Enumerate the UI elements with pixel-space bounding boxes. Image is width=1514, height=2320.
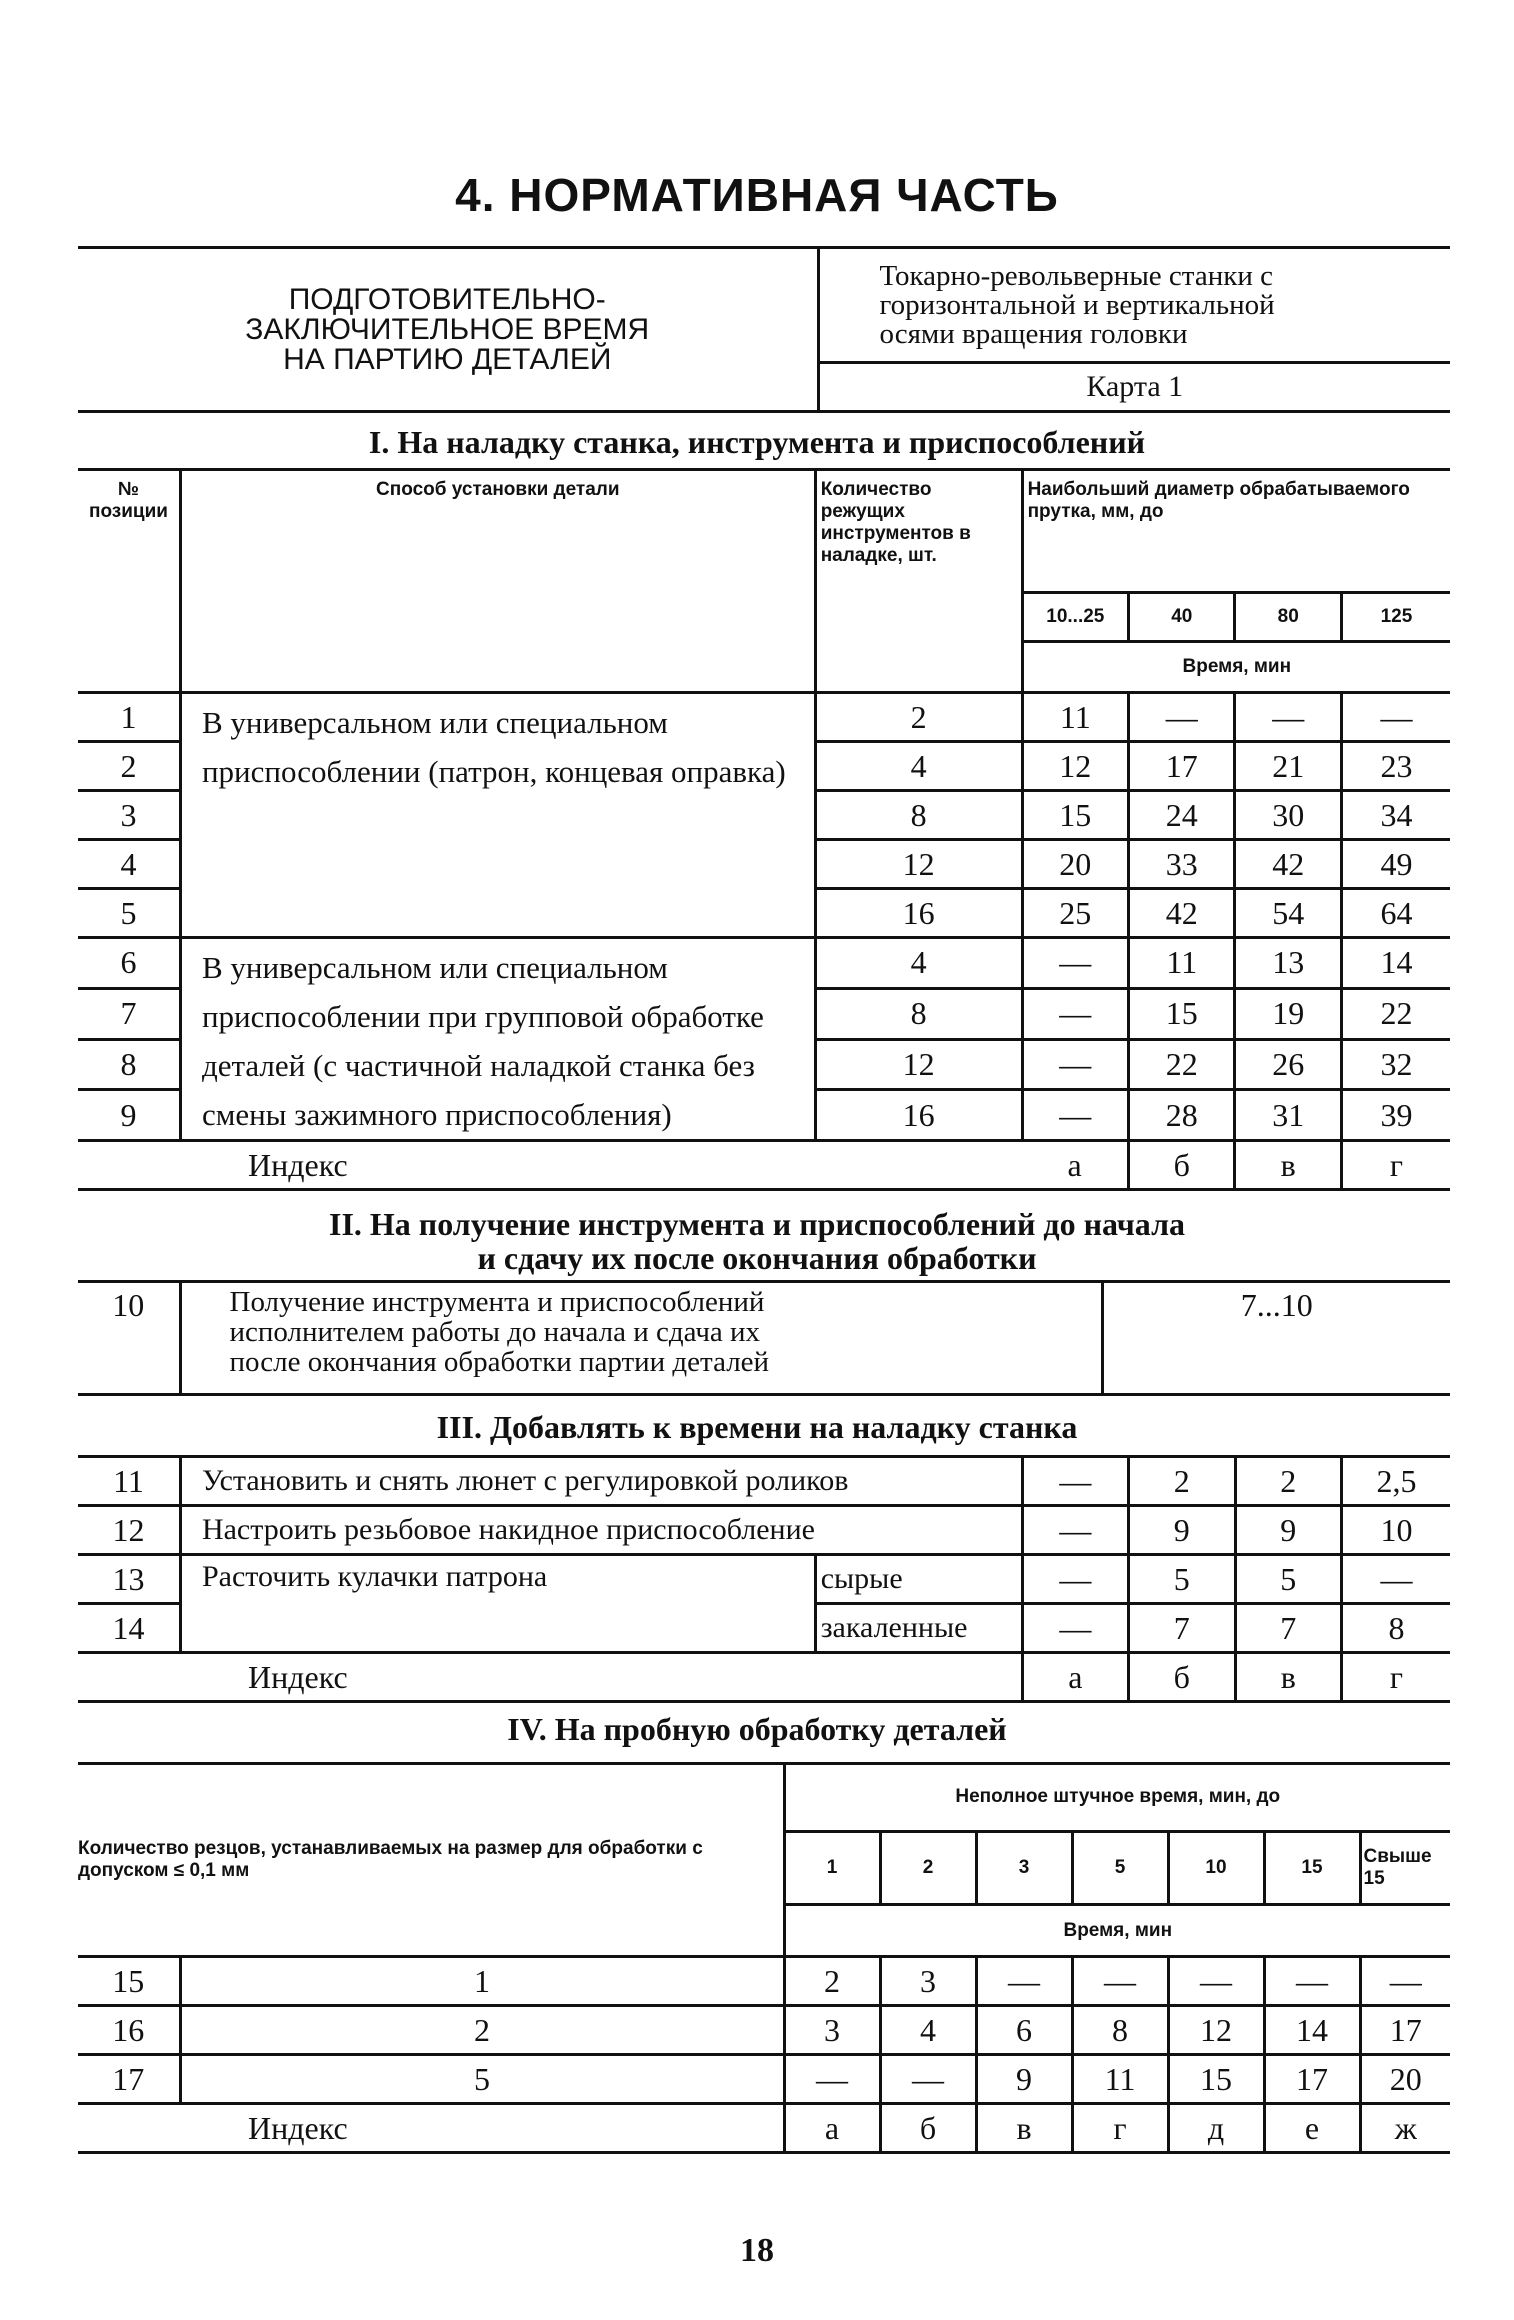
index-value: а	[784, 2104, 880, 2153]
index-value: а	[1022, 1653, 1128, 1702]
time-value: 15	[1129, 988, 1235, 1039]
operation-sub: сырые	[815, 1555, 1022, 1604]
time-value: —	[1022, 1457, 1128, 1506]
time-value: 54	[1235, 889, 1341, 938]
time-label: Время, мин	[1022, 642, 1450, 693]
tools-count: 4	[815, 938, 1022, 989]
time-value: 14	[1264, 2006, 1360, 2055]
header-right-line: осями вращения головки	[879, 317, 1188, 350]
header-left-title	[78, 248, 818, 412]
index-value: а	[1022, 1141, 1128, 1190]
table-row	[78, 1282, 1450, 1395]
position-number: 13	[78, 1555, 180, 1604]
time-value: 2	[784, 1957, 880, 2006]
position-number: 11	[78, 1457, 180, 1506]
time-limit: 5	[1072, 1831, 1168, 1905]
section1-title: I. На наладку станка, инструмента и приспособлений	[368, 424, 1146, 460]
time-value: —	[1022, 938, 1128, 989]
time-value: 22	[1129, 1039, 1235, 1090]
index-row	[78, 1653, 1450, 1702]
table-row	[78, 1506, 1450, 1555]
time-value: 20	[1360, 2055, 1450, 2104]
time-value: —	[1022, 988, 1128, 1039]
method-group-2: В универсальном или специальном приспособлении при групповой обработке деталей (с частичной наладкой станка без смены зажимного приспособления)	[180, 938, 815, 1141]
index-value: в	[1235, 1653, 1341, 1702]
time-value: 25	[1022, 889, 1128, 938]
time-value: 15	[1022, 791, 1128, 840]
position-number: 8	[78, 1039, 180, 1090]
col-header-position: № позиции	[78, 470, 180, 693]
time-value: 2	[1235, 1457, 1341, 1506]
time-value: 19	[1235, 988, 1341, 1039]
time-value: 34	[1341, 791, 1450, 840]
time-value: 39	[1341, 1090, 1450, 1141]
col-header-time: Неполное штучное время, мин, до	[784, 1764, 1450, 1832]
operation-text: Установить и снять люнет с регулировкой роликов	[180, 1457, 1022, 1506]
header-right-title	[818, 248, 1450, 363]
position-number: 15	[78, 1957, 180, 2006]
time-limit: 1	[784, 1831, 880, 1905]
time-value: 12	[1168, 2006, 1264, 2055]
index-value: д	[1168, 2104, 1264, 2153]
section4-table	[78, 1762, 1450, 2154]
section4-title: IV. На пробную обработку деталей	[507, 1711, 1007, 1747]
position-number: 16	[78, 2006, 180, 2055]
cutters-count: 1	[180, 1957, 784, 2006]
index-label: Индекс	[78, 2104, 784, 2153]
table-row	[78, 2006, 1450, 2055]
position-number: 2	[78, 742, 180, 791]
position-number: 5	[78, 889, 180, 938]
section3-title: III. Добавлять к времени на наладку станка	[436, 1409, 1078, 1445]
index-row	[78, 2104, 1450, 2153]
time-value: 7	[1129, 1604, 1235, 1653]
time-value: 49	[1341, 840, 1450, 889]
time-value: 30	[1235, 791, 1341, 840]
time-value: —	[1360, 1957, 1450, 2006]
col-header-method: Способ установки детали	[180, 470, 815, 693]
time-limit: 2	[880, 1831, 976, 1905]
time-value: 3	[880, 1957, 976, 2006]
position-number: 14	[78, 1604, 180, 1653]
index-value: г	[1341, 1141, 1450, 1190]
time-value: 8	[1341, 1604, 1450, 1653]
time-value: 22	[1341, 988, 1450, 1039]
diameter-value: 125	[1341, 593, 1450, 642]
time-limit: 10	[1168, 1831, 1264, 1905]
time-value: 28	[1129, 1090, 1235, 1141]
table-row	[78, 693, 1450, 742]
section3-table	[78, 1455, 1450, 1703]
header-right-line: горизонтальной и вертикальной	[879, 288, 1275, 321]
index-value: е	[1264, 2104, 1360, 2153]
index-row	[78, 1141, 1450, 1190]
time-value: —	[1022, 1555, 1128, 1604]
position-number: 10	[78, 1282, 180, 1395]
time-value: 8	[1072, 2006, 1168, 2055]
time-value: 33	[1129, 840, 1235, 889]
time-value: —	[1022, 1039, 1128, 1090]
time-value: 2	[1129, 1457, 1235, 1506]
time-value: 31	[1235, 1090, 1341, 1141]
time-value: —	[784, 2055, 880, 2104]
index-value: ж	[1360, 2104, 1450, 2153]
position-number: 6	[78, 938, 180, 989]
operation-text: Расточить кулачки патрона	[180, 1555, 815, 1653]
col-header-cutters: Количество резцов, устанавливаемых на размер для обработки с допуском ≤ 0,1 мм	[78, 1764, 784, 1957]
operation-sub: закаленные	[815, 1604, 1022, 1653]
index-value: б	[1129, 1141, 1235, 1190]
time-value: 5	[1129, 1555, 1235, 1604]
tools-count: 12	[815, 840, 1022, 889]
time-value: 15	[1168, 2055, 1264, 2104]
time-label: Время, мин	[784, 1905, 1450, 1957]
time-value: 5	[1235, 1555, 1341, 1604]
time-value: 3	[784, 2006, 880, 2055]
time-value: 17	[1264, 2055, 1360, 2104]
operation-text: Настроить резьбовое накидное приспособление	[180, 1506, 1022, 1555]
time-value: 12	[1022, 742, 1128, 791]
table-row	[78, 1555, 1450, 1604]
index-value: в	[1235, 1141, 1341, 1190]
time-value: 42	[1235, 840, 1341, 889]
section2-value: 7...10	[1102, 1282, 1450, 1395]
position-number: 12	[78, 1506, 180, 1555]
time-value: —	[1264, 1957, 1360, 2006]
method-group-1: В универсальном или специальном приспособлении (патрон, концевая оправка)	[180, 693, 815, 938]
position-number: 3	[78, 791, 180, 840]
time-value: 11	[1072, 2055, 1168, 2104]
time-limit: 15	[1264, 1831, 1360, 1905]
diameter-value: 10...25	[1022, 593, 1128, 642]
time-value: —	[880, 2055, 976, 2104]
time-value: 21	[1235, 742, 1341, 791]
time-value: —	[1168, 1957, 1264, 2006]
index-value: г	[1341, 1653, 1450, 1702]
position-number: 9	[78, 1090, 180, 1141]
time-value: 9	[976, 2055, 1072, 2104]
tools-count: 8	[815, 988, 1022, 1039]
time-value: —	[1022, 1090, 1128, 1141]
time-value: —	[1235, 693, 1341, 742]
index-value: б	[880, 2104, 976, 2153]
index-value: в	[976, 2104, 1072, 2153]
section2-title-line: и сдачу их после окончания обработки	[477, 1240, 1037, 1276]
table-row	[78, 2055, 1450, 2104]
section1-table	[78, 468, 1450, 1191]
tools-count: 8	[815, 791, 1022, 840]
time-value: 10	[1341, 1506, 1450, 1555]
tools-count: 2	[815, 693, 1022, 742]
diameter-value: 80	[1235, 593, 1341, 642]
col-header-diameter: Наибольший диаметр обрабатываемого прутка, мм, до	[1022, 470, 1450, 593]
index-label: Индекс	[78, 1141, 1022, 1190]
index-value: г	[1072, 2104, 1168, 2153]
time-value: 26	[1235, 1039, 1341, 1090]
time-value: 64	[1341, 889, 1450, 938]
table-row	[78, 1957, 1450, 2006]
header-table	[78, 246, 1450, 413]
header-left-line: ЗАКЛЮЧИТЕЛЬНОЕ ВРЕМЯ	[245, 312, 650, 346]
position-number: 17	[78, 2055, 180, 2104]
cutters-count: 2	[180, 2006, 784, 2055]
col-header-tools: Количество режущих инструментов в наладке, шт.	[815, 470, 1022, 693]
diameter-value: 40	[1129, 593, 1235, 642]
table-row	[78, 938, 1450, 989]
section2-text: Получение инструмента и приспособлений исполнителем работы до начала и сдача их после окончания обработки партии деталей	[180, 1282, 1102, 1395]
time-value: —	[1022, 1506, 1128, 1555]
time-value: 2,5	[1341, 1457, 1450, 1506]
header-left-line: НА ПАРТИЮ ДЕТАЛЕЙ	[283, 342, 612, 376]
time-value: 20	[1022, 840, 1128, 889]
time-value: 7	[1235, 1604, 1341, 1653]
time-value: —	[1341, 693, 1450, 742]
time-value: 23	[1341, 742, 1450, 791]
position-number: 7	[78, 988, 180, 1039]
time-value: —	[1072, 1957, 1168, 2006]
time-value: 6	[976, 2006, 1072, 2055]
time-value: 17	[1129, 742, 1235, 791]
time-value: 14	[1341, 938, 1450, 989]
time-value: 42	[1129, 889, 1235, 938]
page-number: 18	[740, 2232, 774, 2269]
time-value: 9	[1235, 1506, 1341, 1555]
index-value: б	[1129, 1653, 1235, 1702]
header-left-line: ПОДГОТОВИТЕЛЬНО-	[288, 282, 606, 316]
time-value: 13	[1235, 938, 1341, 989]
time-value: 32	[1341, 1039, 1450, 1090]
time-value: —	[1341, 1555, 1450, 1604]
time-value: 17	[1360, 2006, 1450, 2055]
time-value: 11	[1129, 938, 1235, 989]
section2-table	[78, 1280, 1450, 1396]
index-label: Индекс	[78, 1653, 1022, 1702]
section2-title-line: II. На получение инструмента и приспособлений до начала	[328, 1206, 1186, 1242]
tools-count: 16	[815, 1090, 1022, 1141]
tools-count: 16	[815, 889, 1022, 938]
tools-count: 4	[815, 742, 1022, 791]
time-value: 24	[1129, 791, 1235, 840]
section2-title	[0, 1207, 1514, 1275]
cutters-count: 5	[180, 2055, 784, 2104]
position-number: 1	[78, 693, 180, 742]
table-row	[78, 1457, 1450, 1506]
card-number: Карта 1	[818, 363, 1450, 412]
time-limit: 3	[976, 1831, 1072, 1905]
time-value: —	[1129, 693, 1235, 742]
time-value: —	[976, 1957, 1072, 2006]
time-value: 9	[1129, 1506, 1235, 1555]
tools-count: 12	[815, 1039, 1022, 1090]
time-value: 11	[1022, 693, 1128, 742]
time-limit: Свыше 15	[1360, 1831, 1450, 1905]
header-right-line: Токарно-револьверные станки с	[879, 259, 1273, 292]
time-value: 4	[880, 2006, 976, 2055]
page-title: 4. НОРМАТИВНАЯ ЧАСТЬ	[455, 169, 1059, 221]
time-value: —	[1022, 1604, 1128, 1653]
position-number: 4	[78, 840, 180, 889]
